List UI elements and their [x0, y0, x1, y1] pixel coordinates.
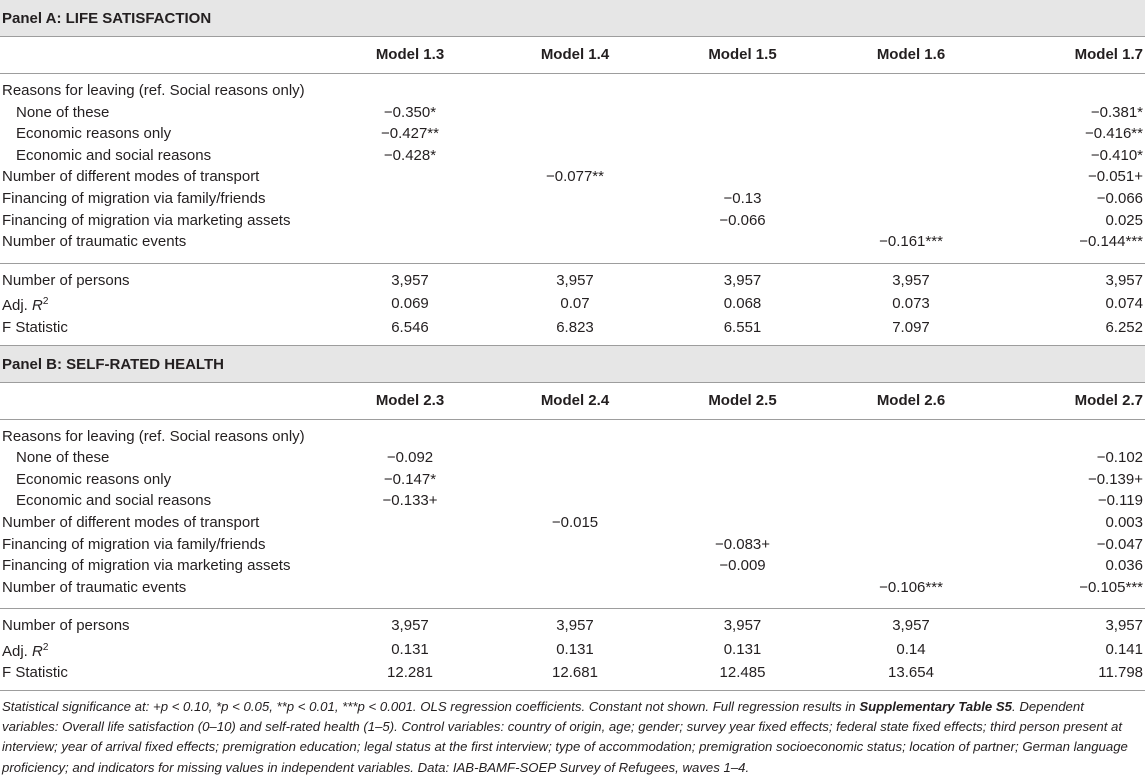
coefficient-cell [490, 145, 660, 167]
table-row [0, 123, 1145, 145]
row-label: Reasons for leaving (ref. Social reasons only) [2, 427, 305, 445]
stat-value-cell: 6.823 [490, 317, 660, 345]
stat-value-cell: 3,957 [825, 609, 997, 637]
stat-label [0, 662, 330, 690]
coefficient-cell [825, 555, 997, 577]
stat-label-superscript: 2 [42, 296, 49, 308]
model-header: Model 2.5 [660, 383, 825, 420]
coefficient-cell [825, 188, 997, 210]
panel-b-header-row [0, 383, 1145, 420]
panel-a [0, 0, 1145, 346]
row-label: Economic and social reasons [16, 492, 212, 510]
table-row [0, 512, 1145, 534]
coefficient-cell [660, 419, 825, 447]
panel-b-table [0, 383, 1145, 692]
coefficient-cell [660, 577, 825, 599]
stat-label-symbol: R [32, 297, 43, 315]
coefficient-cell [825, 102, 997, 124]
table-row [0, 555, 1145, 577]
coefficient-cell: −0.015 [551, 513, 599, 531]
table-row [0, 469, 1145, 491]
coefficient-cell [490, 188, 660, 210]
coefficient-cell [490, 555, 660, 577]
stat-label-superscript: 2 [42, 641, 49, 653]
stat-value-cell: 6.546 [330, 317, 490, 345]
stat-value-cell: 0.074 [1105, 295, 1143, 313]
row-label: Financing of migration via marketing assets [2, 211, 291, 229]
coefficient-cell [825, 74, 997, 102]
stat-label-symbol: R [32, 642, 43, 660]
coefficient-cell: −0.051+ [1087, 168, 1143, 186]
row-label: Financing of migration via marketing assets [2, 557, 291, 575]
table-row [0, 145, 1145, 167]
row-label: Number of different modes of transport [2, 513, 260, 531]
coefficient-cell: −0.416** [1085, 125, 1143, 143]
table-row [0, 447, 1145, 469]
coefficient-cell [660, 102, 825, 124]
model-header: Model 1.3 [330, 37, 490, 74]
model-header: Model 2.3 [330, 383, 490, 420]
stat-value-cell: 0.131 [556, 640, 594, 658]
coefficient-cell [825, 210, 997, 232]
coefficient-cell [660, 490, 825, 512]
coefficient-cell [330, 555, 490, 577]
stat-value-cell: 3,957 [490, 263, 660, 291]
stat-label [0, 263, 330, 291]
stat-row [0, 291, 1145, 317]
stat-value-cell: 7.097 [825, 317, 997, 345]
stat-label-text: Adj. [2, 642, 33, 660]
coefficient-cell: −0.350* [383, 103, 437, 121]
stat-value-cell: 3,957 [330, 263, 490, 291]
stat-value-cell: 0.068 [723, 295, 762, 313]
coefficient-cell: −0.161*** [879, 233, 943, 251]
coefficient-cell: 0.036 [1105, 557, 1143, 575]
header-blank [0, 37, 330, 74]
table-footnote [2, 697, 1142, 778]
stat-row [0, 263, 1145, 291]
coefficient-cell [660, 512, 825, 534]
coefficient-cell: −0.102 [1096, 449, 1143, 467]
table-row [0, 577, 1145, 599]
stat-label [0, 609, 330, 637]
stat-value-cell: 0.131 [723, 640, 762, 658]
stat-value-cell: 11.798 [997, 662, 1145, 690]
coefficient-cell [997, 419, 1145, 447]
stat-value-cell: 0.069 [391, 295, 429, 313]
footnote-supplementary-ref: Supplementary Table S5 [859, 699, 1012, 714]
stat-value-cell: 0.073 [892, 295, 930, 313]
coefficient-cell [825, 419, 997, 447]
coefficient-cell [660, 74, 825, 102]
coefficient-cell [660, 447, 825, 469]
coefficient-cell: −0.427** [381, 125, 439, 143]
coefficient-cell [490, 231, 660, 253]
table-row [0, 102, 1145, 124]
panel-b [0, 346, 1145, 692]
row-label: None of these [16, 449, 110, 467]
stat-value-cell: 0.131 [391, 640, 429, 658]
coefficient-cell: −0.147* [383, 470, 437, 488]
footnote-text: Statistical significance at: +p < 0.10, *p < 0.05, **p < 0.01, ***p < 0.001. OLS regression coefficients. Constant not shown. Full regression results in [2, 699, 860, 714]
stat-label [0, 291, 330, 317]
stat-row [0, 317, 1145, 345]
coefficient-cell [660, 145, 825, 167]
coefficient-cell: −0.083+ [714, 535, 771, 553]
stat-label-text: Number of persons [2, 271, 130, 289]
stat-value-cell: 0.07 [560, 295, 590, 313]
coefficient-cell: −0.105*** [1079, 578, 1143, 596]
coefficient-cell [330, 534, 490, 556]
coefficient-cell [330, 512, 490, 534]
coefficient-cell: −0.119 [1097, 492, 1143, 510]
table-row [0, 166, 1145, 188]
coefficient-cell [825, 166, 997, 188]
coefficient-cell: −0.144*** [1079, 233, 1143, 251]
coefficient-cell [490, 102, 660, 124]
model-header: Model 2.4 [490, 383, 660, 420]
coefficient-cell [825, 469, 997, 491]
coefficient-cell [330, 210, 490, 232]
table-row [0, 490, 1145, 512]
stat-label [0, 637, 330, 663]
coefficient-cell [490, 534, 660, 556]
panel-b-title: Panel B: SELF-RATED HEALTH [0, 346, 1145, 383]
stat-label-text: Number of persons [2, 617, 130, 635]
stat-row [0, 609, 1145, 637]
coefficient-cell [330, 419, 490, 447]
stat-value-cell: 3,957 [330, 609, 490, 637]
stat-value-cell: 12.485 [660, 662, 825, 690]
coefficient-cell [490, 210, 660, 232]
coefficient-cell [490, 577, 660, 599]
coefficient-cell [660, 231, 825, 253]
coefficient-cell [490, 469, 660, 491]
coefficient-cell [490, 419, 660, 447]
model-header: Model 2.6 [825, 383, 997, 420]
stat-label [0, 317, 330, 345]
footnote-text: . Dependent variables: Overall life satisfaction (0–10) and self-rated health (1–5). Control variables: country of origin, age; gender; survey year fixed effects; federal state fixed effects; third person present at interview; year of arrival fixed effects; premigration education; legal status at the first interview; type of accommodation; premigration socioeconomic status; location of partner; German language proficiency; and indicators for missing values in independent variables. Data: IAB-BAMF-SOEP Survey of Refugees, waves 1–4. [2, 699, 1128, 775]
stat-value-cell: 6.252 [997, 317, 1145, 345]
coefficient-cell [490, 447, 660, 469]
coefficient-cell: −0.133+ [382, 492, 438, 510]
coefficient-cell: 0.025 [1105, 211, 1143, 229]
coefficient-cell [660, 123, 825, 145]
stat-label-text: Adj. [2, 297, 33, 315]
header-blank [0, 383, 330, 420]
row-label: Economic and social reasons [16, 146, 212, 164]
coefficient-cell: −0.077** [546, 168, 604, 186]
coefficient-cell [825, 145, 997, 167]
coefficient-cell [490, 123, 660, 145]
row-label: Number of different modes of transport [2, 168, 260, 186]
coefficient-cell [330, 74, 490, 102]
coefficient-cell: −0.428* [383, 146, 437, 164]
model-header: Model 1.7 [997, 37, 1145, 74]
stat-value-cell: 3,957 [660, 263, 825, 291]
stat-value-cell: 6.551 [660, 317, 825, 345]
stat-label-text: F Statistic [2, 664, 68, 682]
stat-row [0, 662, 1145, 690]
coefficient-cell [330, 577, 490, 599]
row-label: Economic reasons only [16, 470, 172, 488]
stat-row [0, 637, 1145, 663]
spacer-row [0, 253, 1145, 264]
coefficient-cell: −0.381* [1090, 103, 1143, 121]
panel-a-table [0, 37, 1145, 346]
table-row [0, 188, 1145, 210]
coefficient-cell: −0.047 [1096, 535, 1143, 553]
coefficient-cell [490, 490, 660, 512]
model-header: Model 1.5 [660, 37, 825, 74]
model-header: Model 2.7 [997, 383, 1145, 420]
stat-value-cell: 13.654 [825, 662, 997, 690]
coefficient-cell [825, 512, 997, 534]
stat-value-cell: 3,957 [490, 609, 660, 637]
row-label: Number of traumatic events [2, 578, 187, 596]
panel-a-header-row [0, 37, 1145, 74]
coefficient-cell: −0.139+ [1087, 470, 1143, 488]
coefficient-cell [660, 469, 825, 491]
coefficient-cell [825, 534, 997, 556]
stat-value-cell: 12.281 [330, 662, 490, 690]
table-row [0, 210, 1145, 232]
coefficient-cell [825, 490, 997, 512]
model-header: Model 1.4 [490, 37, 660, 74]
coefficient-cell: −0.13 [723, 189, 762, 207]
stat-value-cell: 0.141 [1105, 640, 1143, 658]
stat-value-cell: 3,957 [997, 609, 1145, 637]
stat-value-cell: 0.14 [896, 640, 926, 658]
stat-value-cell: 12.681 [490, 662, 660, 690]
table-row [0, 74, 1145, 102]
model-header: Model 1.6 [825, 37, 997, 74]
coefficient-cell [825, 123, 997, 145]
coefficient-cell [660, 166, 825, 188]
stat-value-cell: 3,957 [825, 263, 997, 291]
table-row [0, 419, 1145, 447]
coefficient-cell: 0.003 [1105, 513, 1143, 531]
coefficient-cell [997, 74, 1145, 102]
coefficient-cell [490, 74, 660, 102]
spacer-row [0, 598, 1145, 609]
table-row [0, 231, 1145, 253]
row-label: None of these [16, 103, 110, 121]
coefficient-cell: −0.106*** [879, 578, 943, 596]
coefficient-cell: −0.009 [719, 557, 766, 575]
panel-a-title: Panel A: LIFE SATISFACTION [0, 0, 1145, 37]
coefficient-cell [330, 188, 490, 210]
coefficient-cell: −0.092 [386, 449, 434, 467]
stat-value-cell: 3,957 [997, 263, 1145, 291]
coefficient-cell [825, 447, 997, 469]
table-row [0, 534, 1145, 556]
coefficient-cell [330, 231, 490, 253]
row-label: Reasons for leaving (ref. Social reasons only) [2, 82, 305, 99]
coefficient-cell: −0.066 [1096, 189, 1143, 207]
row-label: Financing of migration via family/friends [2, 535, 266, 553]
row-label: Economic reasons only [16, 125, 172, 143]
stat-label-text: F Statistic [2, 318, 68, 336]
coefficient-cell [330, 166, 490, 188]
coefficient-cell: −0.410* [1090, 146, 1143, 164]
row-label: Number of traumatic events [2, 233, 187, 251]
stat-value-cell: 3,957 [660, 609, 825, 637]
row-label: Financing of migration via family/friends [2, 189, 266, 207]
coefficient-cell: −0.066 [719, 211, 766, 229]
